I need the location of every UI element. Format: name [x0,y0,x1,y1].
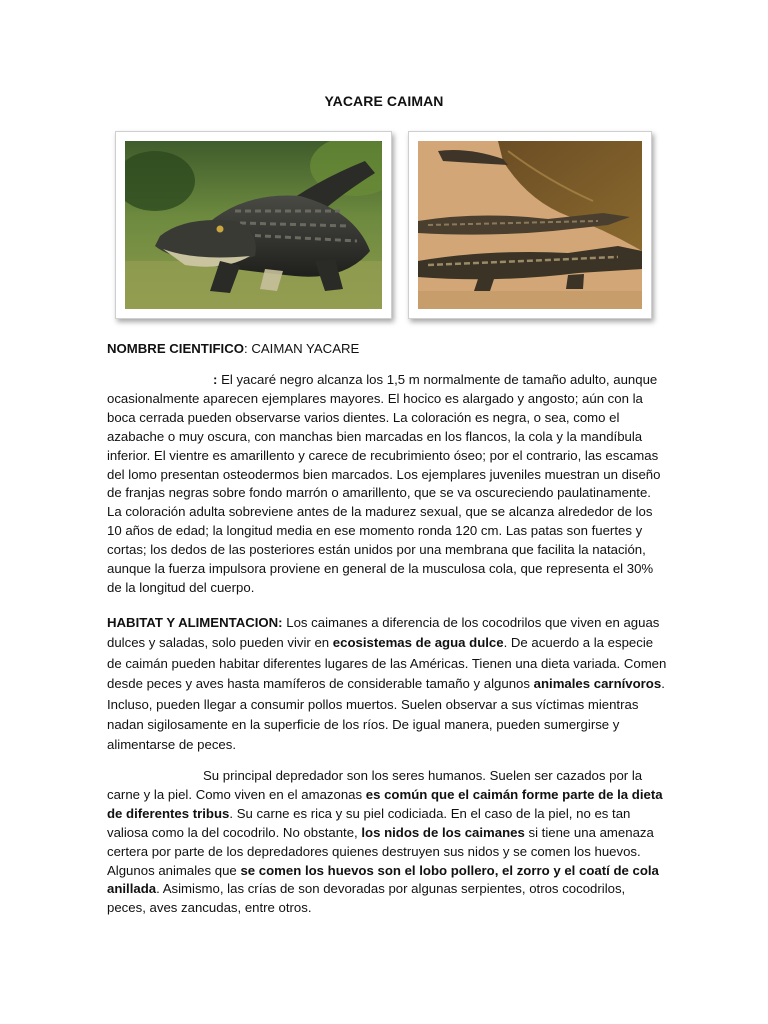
habitat-text-1: Los caimanes a diferencia de los cocodrilos que viven en aguas dulces y saladas, solo pueden vivir en [107,615,660,651]
caimans-riverbank-photo [408,131,652,319]
document-title: YACARE CAIMAN [324,93,444,109]
predators-paragraph [107,767,667,918]
caimans-riverbank-illustration [418,141,642,309]
caiman-closeup-photo [115,131,392,319]
predators-bold-1: es común que el caimán forme parte de la dieta de diferentes tribus [107,786,663,821]
predators-bold-3: se comen los huevos son el lobo pollero, el zorro y el coatí de cola anillada [107,862,659,897]
caiman-closeup-illustration [125,141,382,309]
predators-text-3: si tiene una amenaza certera por parte de los depredadores quienes destruyen sus nidos y se comen los huevos. Algunos animales que [107,824,654,878]
predators-text-2: . Su carne es rica y su piel codiciada. En el caso de la piel, no es tan valiosa como la del cocodrilo. No obstante, [107,805,631,840]
predators-bold-2: los nidos de los caimanes [361,824,525,840]
habitat-bold-2: animales carnívoros [533,676,662,692]
description-paragraph [107,371,667,598]
scientific-name-value: CAIMAN YACARE [251,341,360,356]
description-lead: : [213,372,218,387]
scientific-name-label: NOMBRE CIENTIFICO [107,341,245,356]
habitat-bold-1: ecosistemas de agua dulce [332,635,504,651]
habitat-text-2: . De acuerdo a la especie de caimán pueden habitar diferentes lugares de las Américas. Tienen una dieta variada. Comen desde peces y aves hasta mamíferos de considerable tamaño y algunos [107,635,667,692]
habitat-label: HABITAT Y ALIMENTACION: [107,615,283,630]
scientific-name-line [107,340,667,359]
habitat-paragraph [107,613,667,756]
predators-text-4: . Asimismo, las crías de son devoradas por algunas serpientes, otros cocodrilos, peces, aves zancudas, entre otros. [107,881,626,916]
scientific-name-separator: : [244,341,252,356]
description-text: El yacaré negro alcanza los 1,5 m normalmente de tamaño adulto, aunque ocasionalmente aparecen ejemplares mayores. El hocico es alargado y angosto; aún con la boca cerrada pueden observarse varios dientes. La coloración es negra, o sea, como el azabache o muy oscura, con manchas bien marcadas en los flancos, la cola y la mandíbula inferior. El vientre es amarillento y carece de recubrimiento óseo; por el contrario, las escamas del lomo presentan osteodermos bien marcados. Los ejemplares juveniles muestran un diseño de franjas negras sobre fondo marrón o amarillento, que se va oscureciendo paulatinamente. La coloración adulta sobreviene antes de la madurez sexual, que se alcanza alrededor de los 10 años de edad; la longitud media en ese momento ronda 120 cm. Las patas son fuertes y cortas; los dedos de las posteriores están unidos por una membrana que facilita la natación, aunque la fuerza impulsora proviene en general de la musculosa cola, que representa el 30% de la longitud del cuerpo. [107,372,661,595]
predators-text-1: Su principal depredador son los seres humanos. Suelen ser cazados por la carne y la piel. Como viven en el amazonas [107,768,643,802]
habitat-text-3: . Incluso, pueden llegar a consumir pollos muertos. Suelen observar a sus víctimas mientras nadan sigilosamente en la superficie de los ríos. De igual manera, pueden sumergirse y alimentarse de peces. [107,676,665,753]
